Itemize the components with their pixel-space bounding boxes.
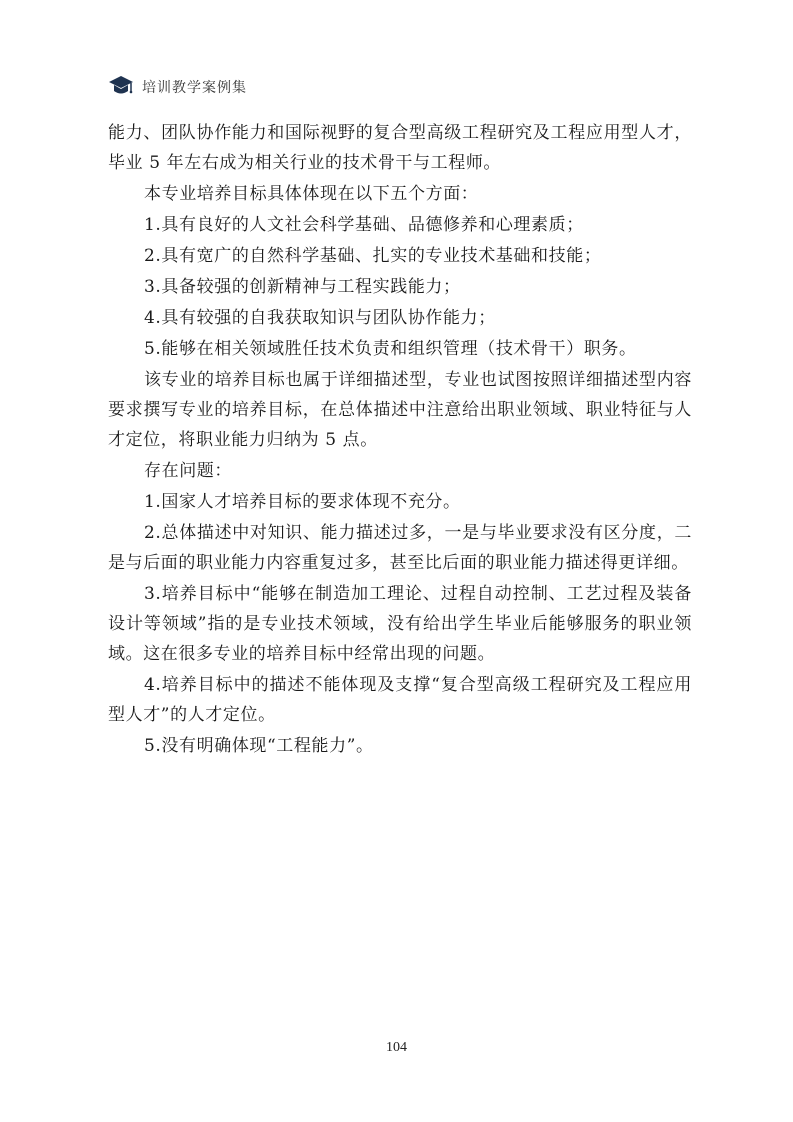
list-item-goal-4: 4.具有较强的自我获取知识与团队协作能力； [144,308,496,328]
list-item-issue-4: 4.培养目标中的描述不能体现及支撑“复合型高级工程研究及工程应用型人才”的人才定位。 [108,675,692,725]
paragraph-issues-heading: 存在问题： [144,461,232,481]
list-item-goal-3: 3.具备较强的创新精神与工程实践能力； [144,277,461,297]
paragraph-goals-intro: 本专业培养目标具体体现在以下五个方面： [144,184,479,204]
paragraph-analysis: 该专业的培养目标也属于详细描述型，专业也试图按照详细描述型内容要求撰写专业的培养目标，在总体描述中注意给出职业领域、职业特征与人才定位，将职业能力归纳为 5 点。 [108,370,692,450]
document-body [108,118,692,762]
header-title: 培训教学案例集 [142,80,247,96]
list-item-goal-2: 2.具有宽广的自然科学基础、扎实的专业技术基础和技能； [144,246,602,266]
page-header [108,72,708,102]
list-item-issue-3: 3.培养目标中“能够在制造加工理论、过程自动控制、工艺过程及装备设计等领域”指的是专业技术领域，没有给出学生毕业后能够服务的职业领域。这在很多专业的培养目标中经常出现的问题。 [108,584,692,664]
paragraph-continuation: 能力、团队协作能力和国际视野的复合型高级工程研究及工程应用型人才，毕业 5 年左右成为相关行业的技术骨干与工程师。 [108,123,692,173]
list-item-goal-1: 1.具有良好的人文社会科学基础、品德修养和心理素质； [144,215,584,235]
list-item-issue-2: 2.总体描述中对知识、能力描述过多，一是与毕业要求没有区分度，二是与后面的职业能力内容重复过多，甚至比后面的职业能力描述得更详细。 [108,523,692,573]
page-number: 104 [386,1040,407,1055]
list-item-issue-5: 5.没有明确体现“工程能力”。 [144,736,374,756]
graduation-cap-icon [108,74,134,98]
list-item-issue-1: 1.国家人才培养目标的要求体现不充分。 [144,492,461,512]
list-item-goal-5: 5.能够在相关领域胜任技术负责和组织管理（技术骨干）职务。 [144,339,637,359]
